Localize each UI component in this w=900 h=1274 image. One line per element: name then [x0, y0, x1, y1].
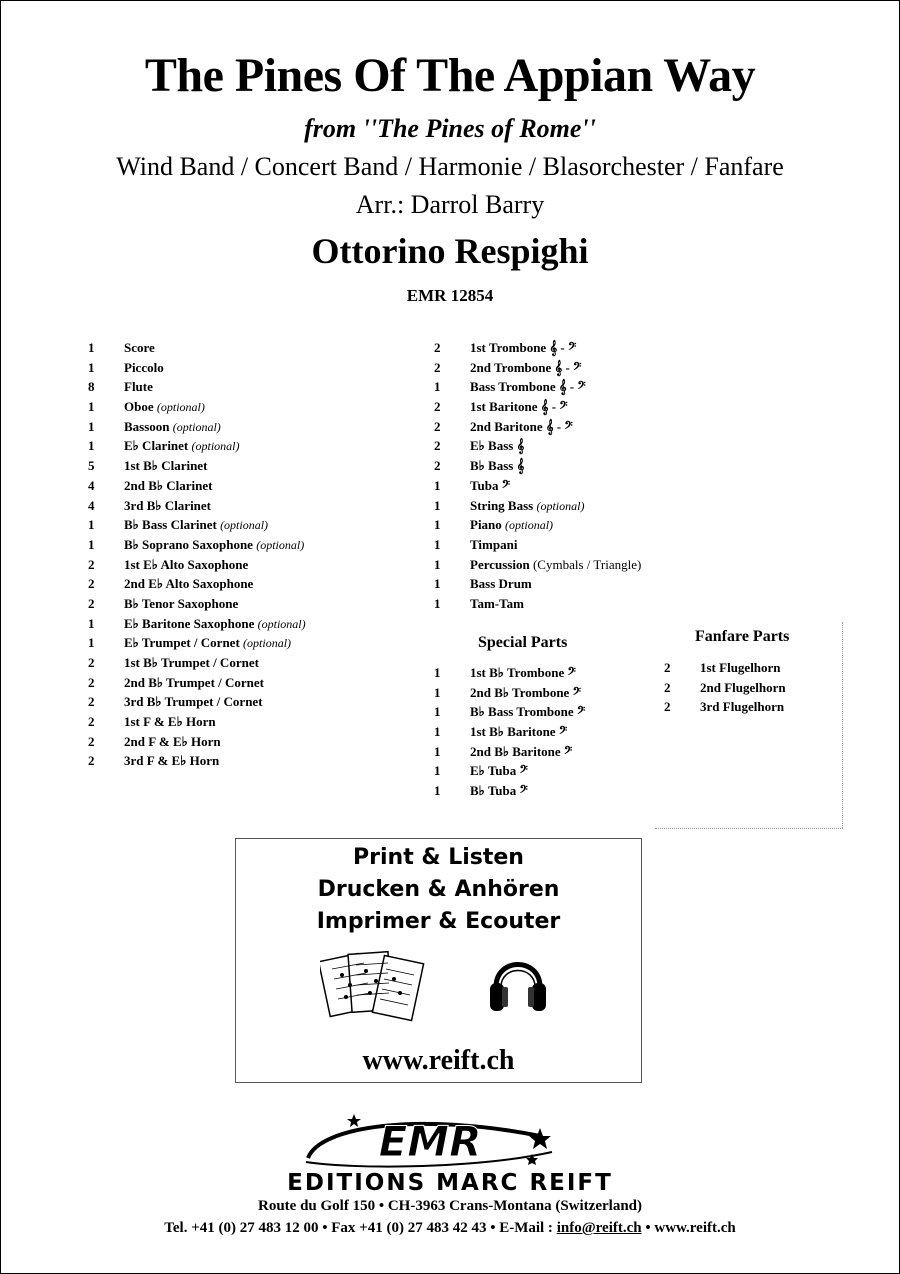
part-name	[470, 476, 510, 496]
part-note: (optional)	[220, 518, 269, 533]
part-quantity: 2	[434, 438, 441, 454]
part-name	[470, 594, 524, 614]
part-quantity: 2	[434, 418, 441, 434]
part-name	[124, 614, 306, 635]
part-name	[470, 683, 581, 703]
part-label: 2nd F & E♭ Horn	[124, 733, 221, 749]
part-name	[470, 358, 581, 378]
catalog-number: EMR 12854	[406, 286, 494, 305]
publisher-address: Route du Golf 150 • CH-3963 Crans-Montana (Switzerland)	[258, 1198, 642, 1214]
part-label: 1st B♭ Clarinet	[124, 458, 208, 474]
part-label: Percussion	[470, 556, 530, 572]
part-label: 1st Trombone 𝄞 - 𝄢	[470, 340, 577, 355]
part-quantity: 2	[664, 660, 671, 675]
part-name	[124, 574, 253, 594]
part-quantity: 1	[434, 704, 441, 720]
part-quantity: 2	[88, 595, 95, 611]
part-quantity: 1	[434, 595, 441, 611]
part-quantity: 4	[88, 497, 95, 513]
part-name	[470, 761, 528, 781]
print-listen-box	[235, 838, 642, 1083]
part-label: Tam-Tam	[470, 595, 524, 611]
part-name	[124, 732, 221, 752]
part-quantity: 2	[88, 694, 95, 710]
part-quantity: 2	[434, 359, 441, 375]
part-label: E♭ Tuba 𝄢	[470, 763, 528, 779]
part-note: (Cymbals / Triangle)	[532, 556, 642, 572]
part-name	[124, 751, 219, 771]
part-name	[700, 678, 786, 698]
part-name	[124, 397, 205, 418]
part-label: Piccolo	[124, 359, 164, 375]
part-label: String Bass	[470, 497, 534, 513]
print-listen-fr: Imprimer & Ecouter	[316, 909, 561, 934]
part-label: B♭ Bass Trombone 𝄢	[470, 704, 586, 720]
part-label: 3rd B♭ Trumpet / Cornet	[124, 694, 263, 710]
part-label: 2nd Trombone 𝄞 - 𝄢	[470, 359, 582, 375]
part-name	[470, 377, 586, 397]
part-name	[124, 515, 268, 536]
part-label: E♭ Clarinet	[124, 438, 189, 454]
part-quantity: 2	[88, 655, 95, 670]
part-label: Flute	[124, 379, 153, 395]
part-label: Bass Drum	[470, 576, 532, 592]
part-quantity: 1	[434, 379, 441, 395]
part-quantity: 1	[434, 536, 441, 552]
part-quantity: 2	[88, 753, 95, 769]
part-quantity: 2	[88, 556, 95, 572]
part-name	[470, 456, 524, 476]
part-label: 3rd Flugelhorn	[700, 699, 785, 715]
part-name	[470, 555, 641, 575]
print-listen-de: Drucken & Anhören	[317, 877, 560, 902]
publisher-name: EDITIONS MARC REIFT	[287, 1170, 613, 1196]
part-name	[470, 417, 573, 437]
part-name	[124, 712, 216, 732]
part-quantity: 1	[434, 556, 441, 572]
contact-website[interactable]: • www.reift.ch	[641, 1220, 736, 1236]
part-quantity: 1	[88, 635, 95, 651]
part-note: (optional)	[505, 518, 554, 533]
part-name	[700, 658, 781, 678]
logo-text: EMR	[378, 1117, 482, 1166]
part-name	[470, 663, 576, 683]
part-label: Bass Trombone 𝄞 - 𝄢	[470, 379, 586, 395]
part-name	[470, 702, 585, 722]
part-label: 2nd B♭ Trombone 𝄢	[470, 684, 581, 700]
part-label: E♭ Bass 𝄞	[470, 438, 525, 454]
part-label: B♭ Tenor Saxophone	[124, 595, 239, 611]
part-name	[470, 722, 567, 742]
part-quantity: 2	[434, 399, 441, 415]
part-quantity: 2	[664, 679, 671, 695]
part-label: E♭ Baritone Saxophone	[124, 615, 255, 631]
part-name	[124, 358, 164, 378]
sheet-music-icon	[320, 949, 430, 1027]
part-label: 2nd B♭ Baritone 𝄢	[470, 743, 573, 759]
part-label: 3rd F & E♭ Horn	[124, 753, 220, 769]
print-listen-en: Print & Listen	[353, 845, 524, 870]
part-label: 1st Baritone 𝄞 - 𝄢	[470, 399, 568, 415]
special-parts-heading: Special Parts	[478, 634, 568, 651]
part-label: 2nd Flugelhorn	[700, 679, 786, 695]
part-quantity: 1	[88, 340, 95, 355]
part-note: (optional)	[256, 537, 305, 552]
part-name	[124, 496, 211, 516]
website-link[interactable]: www.reift.ch	[362, 1045, 515, 1076]
arranger-line: Arr.: Darrol Barry	[355, 190, 545, 219]
part-quantity: 1	[434, 684, 441, 700]
part-quantity: 1	[434, 576, 441, 592]
part-quantity: 2	[88, 714, 95, 730]
part-quantity: 1	[88, 399, 95, 415]
part-quantity: 2	[664, 699, 671, 715]
part-name	[124, 653, 259, 673]
emr-logo	[300, 1106, 560, 1172]
part-quantity: 1	[88, 438, 95, 454]
instrumentation-line: Wind Band / Concert Band / Harmonie / Blasorchester / Fanfare	[116, 152, 784, 181]
part-label: Piano	[470, 517, 502, 533]
part-quantity: 1	[434, 724, 441, 740]
part-name	[470, 397, 568, 417]
part-label: B♭ Soprano Saxophone	[124, 536, 253, 552]
part-label: 2nd E♭ Alto Saxophone	[124, 576, 254, 592]
part-label: B♭ Tuba 𝄢	[470, 783, 528, 799]
part-quantity: 4	[88, 477, 95, 493]
part-quantity: 2	[88, 674, 95, 690]
part-quantity: 1	[88, 359, 95, 375]
piece-subtitle: from ''The Pines of Rome''	[304, 114, 596, 143]
part-label: 2nd B♭ Trumpet / Cornet	[124, 674, 264, 690]
part-name	[124, 456, 207, 476]
part-label: 3rd B♭ Clarinet	[124, 497, 212, 513]
email-link[interactable]: info@reift.ch	[556, 1220, 642, 1236]
part-label: 1st Flugelhorn	[700, 660, 781, 675]
part-quantity: 1	[434, 763, 441, 779]
part-label: Bassoon	[124, 418, 170, 434]
part-label: 1st B♭ Trumpet / Cornet	[124, 655, 259, 670]
part-quantity: 1	[88, 536, 95, 552]
publisher-contact	[0, 1220, 900, 1237]
part-label: 1st B♭ Baritone 𝄢	[470, 724, 568, 740]
part-quantity: 8	[88, 379, 95, 395]
part-quantity: 1	[88, 418, 95, 434]
composer-name: Ottorino Respighi	[311, 231, 589, 271]
part-name	[124, 338, 155, 358]
part-label: 2nd B♭ Clarinet	[124, 477, 213, 493]
part-label: Score	[124, 340, 155, 355]
part-quantity: 1	[88, 615, 95, 631]
part-quantity: 1	[434, 517, 441, 533]
part-name	[124, 594, 238, 614]
part-quantity: 2	[88, 576, 95, 592]
part-name	[124, 555, 248, 575]
part-quantity: 1	[434, 477, 441, 493]
part-name	[470, 515, 553, 536]
part-name	[124, 633, 291, 654]
fanfare-box-border	[842, 622, 843, 828]
part-label: Oboe	[124, 399, 154, 415]
part-label: Timpani	[470, 536, 518, 552]
part-name	[124, 673, 264, 693]
fanfare-parts-heading: Fanfare Parts	[695, 628, 790, 645]
part-name	[700, 697, 784, 717]
part-label: 1st F & E♭ Horn	[124, 714, 216, 730]
part-note: (optional)	[172, 419, 221, 434]
part-name	[470, 574, 532, 594]
part-name	[124, 692, 263, 712]
part-label: B♭ Bass 𝄞	[470, 458, 525, 474]
part-label: B♭ Bass Clarinet	[124, 517, 217, 533]
part-name	[124, 417, 221, 438]
part-label: Tuba 𝄢	[470, 477, 511, 493]
part-note: (optional)	[191, 439, 240, 454]
part-label: 1st E♭ Alto Saxophone	[124, 556, 249, 572]
part-note: (optional)	[257, 616, 306, 631]
fanfare-box-border-bottom	[655, 828, 843, 829]
part-name	[124, 436, 240, 457]
part-name	[470, 338, 576, 358]
part-quantity: 1	[434, 665, 441, 680]
part-name	[470, 436, 524, 456]
piece-title: The Pines Of The Appian Way	[144, 49, 756, 102]
part-name	[470, 535, 517, 555]
part-quantity: 1	[434, 743, 441, 759]
part-name	[124, 377, 153, 397]
part-note: (optional)	[156, 400, 205, 415]
part-quantity: 2	[88, 733, 95, 749]
part-name	[470, 781, 528, 801]
part-name	[470, 742, 572, 762]
part-label: 1st B♭ Trombone 𝄢	[470, 665, 576, 680]
part-quantity: 2	[434, 458, 441, 474]
part-note: (optional)	[536, 498, 585, 513]
part-quantity: 1	[434, 497, 441, 513]
contact-phone-fax: Tel. +41 (0) 27 483 12 00 • Fax +41 (0) 27 483 42 43 • E-Mail :	[164, 1220, 557, 1236]
part-note: (optional)	[243, 636, 292, 651]
part-label: 2nd Baritone 𝄞 - 𝄢	[470, 418, 573, 434]
headphones-icon	[488, 947, 548, 1015]
part-name	[124, 476, 212, 496]
part-quantity: 5	[88, 458, 95, 474]
part-quantity: 1	[88, 517, 95, 533]
part-label: E♭ Trumpet / Cornet	[124, 635, 240, 651]
part-name	[470, 496, 584, 517]
part-quantity: 1	[434, 783, 441, 799]
part-name	[124, 535, 304, 556]
part-quantity: 2	[434, 340, 441, 355]
